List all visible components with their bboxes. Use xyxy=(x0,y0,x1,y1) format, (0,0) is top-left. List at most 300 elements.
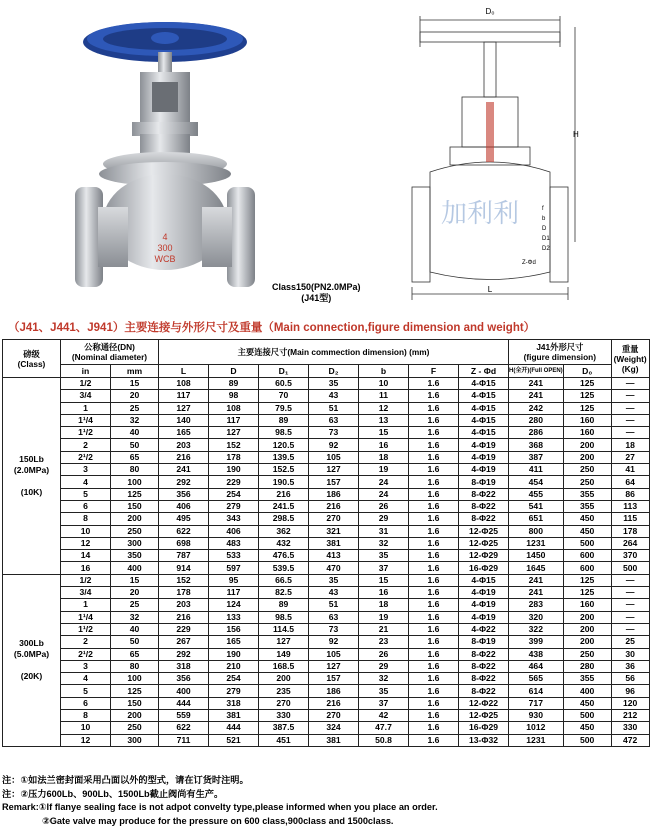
table-cell: 450 xyxy=(563,697,611,709)
table-row xyxy=(3,660,650,672)
table-cell: 450 xyxy=(563,525,611,537)
table-row xyxy=(3,562,650,574)
table-cell: 1/2 xyxy=(61,574,111,586)
table-cell: 242 xyxy=(509,402,564,414)
table-cell: 250 xyxy=(111,525,159,537)
table-cell: 3/4 xyxy=(61,587,111,599)
table-cell: — xyxy=(611,402,649,414)
table-cell: 292 xyxy=(159,648,209,660)
table-cell: 717 xyxy=(509,697,564,709)
table-row xyxy=(3,734,650,746)
table-cell: 521 xyxy=(209,734,259,746)
table-cell: 18 xyxy=(359,451,409,463)
table-cell: 25 xyxy=(111,599,159,611)
table-cell: 698 xyxy=(159,537,209,549)
table-cell: 4-Φ15 xyxy=(459,390,509,402)
table-cell: 47.7 xyxy=(359,722,409,734)
table-cell: 280 xyxy=(509,414,564,426)
table-cell: 387 xyxy=(509,451,564,463)
table-cell: 1.6 xyxy=(409,587,459,599)
table-row xyxy=(3,390,650,402)
table-cell: 216 xyxy=(159,451,209,463)
table-cell: 108 xyxy=(159,378,209,390)
table-cell: 16-Φ29 xyxy=(459,722,509,734)
table-cell: 80 xyxy=(111,660,159,672)
table-cell: 450 xyxy=(563,513,611,525)
table-cell: 92 xyxy=(309,439,359,451)
table-cell: 152 xyxy=(209,439,259,451)
table-cell: 4-Φ19 xyxy=(459,611,509,623)
table-row xyxy=(3,464,650,476)
table-cell: 1.6 xyxy=(409,402,459,414)
table-cell: 150 xyxy=(111,697,159,709)
table-cell: 930 xyxy=(509,710,564,722)
table-cell: 4-Φ15 xyxy=(459,414,509,426)
table-cell: 8-Φ22 xyxy=(459,488,509,500)
table-cell: — xyxy=(611,574,649,586)
caption-line-2: (J41型) xyxy=(301,293,332,303)
table-cell: 444 xyxy=(159,697,209,709)
table-cell: 1 xyxy=(61,402,111,414)
table-cell: 250 xyxy=(111,722,159,734)
table-cell: 60.5 xyxy=(259,378,309,390)
table-cell: 241 xyxy=(509,378,564,390)
table-row xyxy=(3,648,650,660)
table-cell: 35 xyxy=(359,685,409,697)
table-cell: 157 xyxy=(309,673,359,685)
table-cell: 1231 xyxy=(509,537,564,549)
table-cell: 86 xyxy=(611,488,649,500)
table-cell: 614 xyxy=(509,685,564,697)
table-title: （J41、J441、J941）主要连接与外形尺寸及重量（Main connection,figure dimension and weight） xyxy=(8,322,536,334)
table-cell: 438 xyxy=(509,648,564,660)
table-cell: 4 xyxy=(61,476,111,488)
table-cell: 30 xyxy=(611,648,649,660)
table-cell: 321 xyxy=(309,525,359,537)
table-cell: 168.5 xyxy=(259,660,309,672)
table-cell: 318 xyxy=(209,697,259,709)
table-cell: 279 xyxy=(209,500,259,512)
table-cell: 12-Φ25 xyxy=(459,710,509,722)
table-row xyxy=(3,574,650,586)
table-cell: 43 xyxy=(309,390,359,402)
table-cell: 98.5 xyxy=(259,611,309,623)
table-cell: 42 xyxy=(359,710,409,722)
table-cell: 36 xyxy=(611,660,649,672)
header-f: F xyxy=(409,365,459,378)
table-cell: 483 xyxy=(209,537,259,549)
table-cell: 13-Φ32 xyxy=(459,734,509,746)
table-cell: 413 xyxy=(309,550,359,562)
table-cell: 10 xyxy=(61,722,111,734)
table-cell: 117 xyxy=(159,390,209,402)
table-cell: 95 xyxy=(209,574,259,586)
table-cell: 10 xyxy=(359,378,409,390)
table-cell: 25 xyxy=(111,402,159,414)
table-cell: 19 xyxy=(359,611,409,623)
table-cell: 330 xyxy=(611,722,649,734)
table-row xyxy=(3,488,650,500)
class-cell: 150Lb (2.0MPa) (10K) xyxy=(3,378,61,575)
table-cell: 63 xyxy=(309,611,359,623)
table-cell: 8-Φ22 xyxy=(459,500,509,512)
table-cell: 125 xyxy=(563,574,611,586)
table-cell: 133 xyxy=(209,611,259,623)
table-cell: 500 xyxy=(563,734,611,746)
table-cell: 2 xyxy=(61,439,111,451)
table-cell: 210 xyxy=(209,660,259,672)
table-cell: 1.6 xyxy=(409,476,459,488)
table-cell: 5 xyxy=(61,488,111,500)
table-cell: 190.5 xyxy=(259,476,309,488)
table-row xyxy=(3,476,650,488)
header-weight: 重量 (Weight) (Kg) xyxy=(611,340,649,378)
table-row xyxy=(3,722,650,734)
table-cell: 1.6 xyxy=(409,451,459,463)
table-cell: 89 xyxy=(209,378,259,390)
table-cell: 64 xyxy=(611,476,649,488)
table-cell: 18 xyxy=(359,599,409,611)
table-cell: 82.5 xyxy=(259,587,309,599)
table-cell: — xyxy=(611,623,649,635)
table-cell: 8-Φ19 xyxy=(459,476,509,488)
table-cell: 216 xyxy=(159,611,209,623)
table-cell: 32 xyxy=(111,414,159,426)
table-cell: 1¹/4 xyxy=(61,414,111,426)
table-cell: 597 xyxy=(209,562,259,574)
table-cell: 212 xyxy=(611,710,649,722)
table-cell: 324 xyxy=(309,722,359,734)
table-cell: 160 xyxy=(563,599,611,611)
notes xyxy=(2,774,438,828)
table-cell: 32 xyxy=(359,673,409,685)
table-cell: 35 xyxy=(309,378,359,390)
table-row xyxy=(3,451,650,463)
table-cell: 200 xyxy=(111,710,159,722)
table-row xyxy=(3,414,650,426)
table-cell: 127 xyxy=(209,427,259,439)
table-cell: 270 xyxy=(309,513,359,525)
table-cell: 114.5 xyxy=(259,623,309,635)
table-cell: 400 xyxy=(111,562,159,574)
table-cell: 1¹/2 xyxy=(61,623,111,635)
header-d2: D₂ xyxy=(309,365,359,378)
table-cell: 600 xyxy=(563,562,611,574)
table-cell: 105 xyxy=(309,451,359,463)
table-cell: 19 xyxy=(359,464,409,476)
table-cell: 1.6 xyxy=(409,439,459,451)
label-l: L xyxy=(487,285,493,294)
table-cell: 65 xyxy=(111,648,159,660)
table-cell: 70 xyxy=(259,390,309,402)
table-cell: 279 xyxy=(209,685,259,697)
table-cell: 15 xyxy=(111,378,159,390)
table-row xyxy=(3,402,650,414)
table-cell: 270 xyxy=(309,710,359,722)
table-cell: 65 xyxy=(111,451,159,463)
table-cell: 6 xyxy=(61,500,111,512)
table-cell: 4-Φ19 xyxy=(459,599,509,611)
header-in: in xyxy=(61,365,111,378)
header-dn: 公称通径(DN) (Nominal diameter) xyxy=(61,340,159,365)
table-cell: 31 xyxy=(359,525,409,537)
table-cell: 127 xyxy=(309,660,359,672)
table-cell: 1 xyxy=(61,599,111,611)
table-cell: 1.6 xyxy=(409,464,459,476)
table-cell: 406 xyxy=(159,500,209,512)
table-cell: 18 xyxy=(611,439,649,451)
table-cell: — xyxy=(611,599,649,611)
table-cell: 8-Φ22 xyxy=(459,648,509,660)
label-zd: Z-Φd xyxy=(522,260,536,266)
table-cell: 400 xyxy=(563,685,611,697)
table-cell: 152 xyxy=(159,574,209,586)
note-3: Remark:①If flanye sealing face is not adpot convelty type,please informed when you place an order. xyxy=(2,802,438,812)
table-cell: 298.5 xyxy=(259,513,309,525)
table-cell: 4-Φ15 xyxy=(459,378,509,390)
table-cell: 1.6 xyxy=(409,414,459,426)
table-cell: 3 xyxy=(61,464,111,476)
table-cell: 14 xyxy=(61,550,111,562)
note-4: ②Gate valve may produce for the pressure on 600 class,900class and 1500class. xyxy=(42,815,394,826)
table-cell: 455 xyxy=(509,488,564,500)
table-cell: 24 xyxy=(359,476,409,488)
table-cell: 495 xyxy=(159,513,209,525)
table-cell: 1.6 xyxy=(409,537,459,549)
spec-table xyxy=(2,339,650,747)
table-cell: 381 xyxy=(309,734,359,746)
table-cell: 216 xyxy=(259,488,309,500)
table-cell: 125 xyxy=(563,390,611,402)
table-cell: 387.5 xyxy=(259,722,309,734)
table-cell: 100 xyxy=(111,476,159,488)
table-cell: 254 xyxy=(209,673,259,685)
table-cell: 711 xyxy=(159,734,209,746)
table-cell: 152.5 xyxy=(259,464,309,476)
table-cell: — xyxy=(611,414,649,426)
table-cell: 186 xyxy=(309,685,359,697)
table-cell: 41 xyxy=(611,464,649,476)
table-cell: 200 xyxy=(111,513,159,525)
table-cell: 229 xyxy=(159,623,209,635)
figure-caption xyxy=(272,282,361,304)
table-cell: 1¹/4 xyxy=(61,611,111,623)
table-cell: 12-Φ25 xyxy=(459,525,509,537)
table-cell: 1.6 xyxy=(409,427,459,439)
table-cell: 318 xyxy=(159,660,209,672)
table-cell: 165 xyxy=(159,427,209,439)
table-row xyxy=(3,611,650,623)
table-cell: 11 xyxy=(359,390,409,402)
table-cell: 149 xyxy=(259,648,309,660)
table-cell: 35 xyxy=(309,574,359,586)
table-cell: 4-Φ19 xyxy=(459,439,509,451)
table-cell: 1.6 xyxy=(409,611,459,623)
table-cell: 241 xyxy=(159,464,209,476)
table-cell: 32 xyxy=(111,611,159,623)
table-cell: 3/4 xyxy=(61,390,111,402)
table-cell: 160 xyxy=(563,427,611,439)
table-row xyxy=(3,697,650,709)
table-cell: 63 xyxy=(309,414,359,426)
table-cell: 3 xyxy=(61,660,111,672)
table-cell: 356 xyxy=(159,488,209,500)
table-cell: 2 xyxy=(61,636,111,648)
table-cell: 40 xyxy=(111,427,159,439)
table-row xyxy=(3,525,650,537)
table-cell: 4-Φ22 xyxy=(459,623,509,635)
table-cell: 115 xyxy=(611,513,649,525)
table-cell: 254 xyxy=(209,488,259,500)
table-cell: 178 xyxy=(611,525,649,537)
table-cell: 100 xyxy=(111,673,159,685)
table-cell: 12-Φ29 xyxy=(459,550,509,562)
table-cell: 8 xyxy=(61,513,111,525)
table-cell: 50.8 xyxy=(359,734,409,746)
table-cell: 216 xyxy=(309,500,359,512)
header-h: H(全开)(Full OPEN) xyxy=(509,365,564,378)
table-cell: 117 xyxy=(209,414,259,426)
table-cell: 1.6 xyxy=(409,697,459,709)
table-cell: 117 xyxy=(209,587,259,599)
table-cell: 157 xyxy=(309,476,359,488)
table-cell: 150 xyxy=(111,500,159,512)
table-cell: 1¹/2 xyxy=(61,427,111,439)
table-cell: 454 xyxy=(509,476,564,488)
table-cell: 216 xyxy=(309,697,359,709)
table-cell: 1.6 xyxy=(409,378,459,390)
table-cell: 8-Φ22 xyxy=(459,685,509,697)
table-cell: — xyxy=(611,378,649,390)
table-cell: — xyxy=(611,427,649,439)
table-cell: 127 xyxy=(159,402,209,414)
table-cell: 125 xyxy=(111,488,159,500)
table-cell: 40 xyxy=(111,623,159,635)
table-cell: 241 xyxy=(509,390,564,402)
table-cell: 186 xyxy=(309,488,359,500)
table-cell: 1.6 xyxy=(409,574,459,586)
table-cell: 73 xyxy=(309,427,359,439)
table-cell: 8-Φ22 xyxy=(459,513,509,525)
table-cell: 165 xyxy=(209,636,259,648)
table-cell: 622 xyxy=(159,525,209,537)
table-row xyxy=(3,500,650,512)
table-cell: 541 xyxy=(509,500,564,512)
table-cell: 96 xyxy=(611,685,649,697)
table-cell: 8-Φ22 xyxy=(459,673,509,685)
table-cell: 203 xyxy=(159,439,209,451)
table-cell: 330 xyxy=(259,710,309,722)
table-cell: 200 xyxy=(259,673,309,685)
header-j41: J41外形尺寸 (figure dimension) xyxy=(509,340,612,365)
table-cell: 343 xyxy=(209,513,259,525)
valve-drawing xyxy=(400,2,580,302)
table-cell: 10 xyxy=(61,525,111,537)
table-cell: 411 xyxy=(509,464,564,476)
header-b: b xyxy=(359,365,409,378)
table-cell: 559 xyxy=(159,710,209,722)
table-cell: 12 xyxy=(359,402,409,414)
table-cell: 4-Φ19 xyxy=(459,464,509,476)
table-cell: 500 xyxy=(563,710,611,722)
table-cell: 280 xyxy=(563,660,611,672)
note-1: 注：①如法兰密封面采用凸面以外的型式，请在订货时注明。 xyxy=(2,775,249,785)
table-cell: 125 xyxy=(111,685,159,697)
table-cell: 1.6 xyxy=(409,648,459,660)
table-cell: 190 xyxy=(209,648,259,660)
table-cell: 200 xyxy=(563,636,611,648)
table-cell: 124 xyxy=(209,599,259,611)
table-cell: 565 xyxy=(509,673,564,685)
table-row xyxy=(3,439,650,451)
table-cell: 200 xyxy=(563,439,611,451)
table-row xyxy=(3,623,650,635)
valve-photo xyxy=(70,2,260,292)
table-cell: 500 xyxy=(563,537,611,549)
table-cell: 1.6 xyxy=(409,710,459,722)
table-cell: 8-Φ19 xyxy=(459,636,509,648)
table-cell: 73 xyxy=(309,623,359,635)
table-cell: 472 xyxy=(611,734,649,746)
table-cell: 787 xyxy=(159,550,209,562)
table-cell: 20 xyxy=(111,390,159,402)
table-cell: 4 xyxy=(61,673,111,685)
table-cell: 16 xyxy=(61,562,111,574)
table-cell: 1.6 xyxy=(409,550,459,562)
table-cell: 320 xyxy=(509,611,564,623)
table-cell: 56 xyxy=(611,673,649,685)
label-h: H xyxy=(573,130,579,139)
table-cell: 8 xyxy=(61,710,111,722)
table-cell: 1.6 xyxy=(409,500,459,512)
table-cell: 15 xyxy=(359,574,409,586)
table-cell: 500 xyxy=(611,562,649,574)
table-cell: 1450 xyxy=(509,550,564,562)
table-cell: 286 xyxy=(509,427,564,439)
table-cell: 178 xyxy=(209,451,259,463)
table-cell: 476.5 xyxy=(259,550,309,562)
table-cell: 139.5 xyxy=(259,451,309,463)
table-cell: 50 xyxy=(111,636,159,648)
table-cell: 160 xyxy=(563,414,611,426)
table-cell: 381 xyxy=(309,537,359,549)
table-cell: 92 xyxy=(309,636,359,648)
table-cell: 200 xyxy=(563,623,611,635)
table-cell: 20 xyxy=(111,587,159,599)
table-cell: 451 xyxy=(259,734,309,746)
table-cell: 127 xyxy=(259,636,309,648)
table-cell: 250 xyxy=(563,464,611,476)
table-cell: 264 xyxy=(611,537,649,549)
table-cell: 200 xyxy=(563,611,611,623)
table-row xyxy=(3,636,650,648)
table-cell: 1231 xyxy=(509,734,564,746)
class-cell: 300Lb (5.0MPa) (20K) xyxy=(3,574,61,746)
valve-marking-1: 4 xyxy=(162,232,168,242)
table-row xyxy=(3,599,650,611)
table-cell: 283 xyxy=(509,599,564,611)
table-cell: 267 xyxy=(159,636,209,648)
table-cell: 105 xyxy=(309,648,359,660)
table-cell: 127 xyxy=(309,464,359,476)
table-cell: 79.5 xyxy=(259,402,309,414)
label-do: D₀ xyxy=(485,7,495,16)
table-cell: 368 xyxy=(509,439,564,451)
table-cell: 1.6 xyxy=(409,488,459,500)
table-cell: 37 xyxy=(359,697,409,709)
table-cell: 16 xyxy=(359,439,409,451)
table-cell: 914 xyxy=(159,562,209,574)
